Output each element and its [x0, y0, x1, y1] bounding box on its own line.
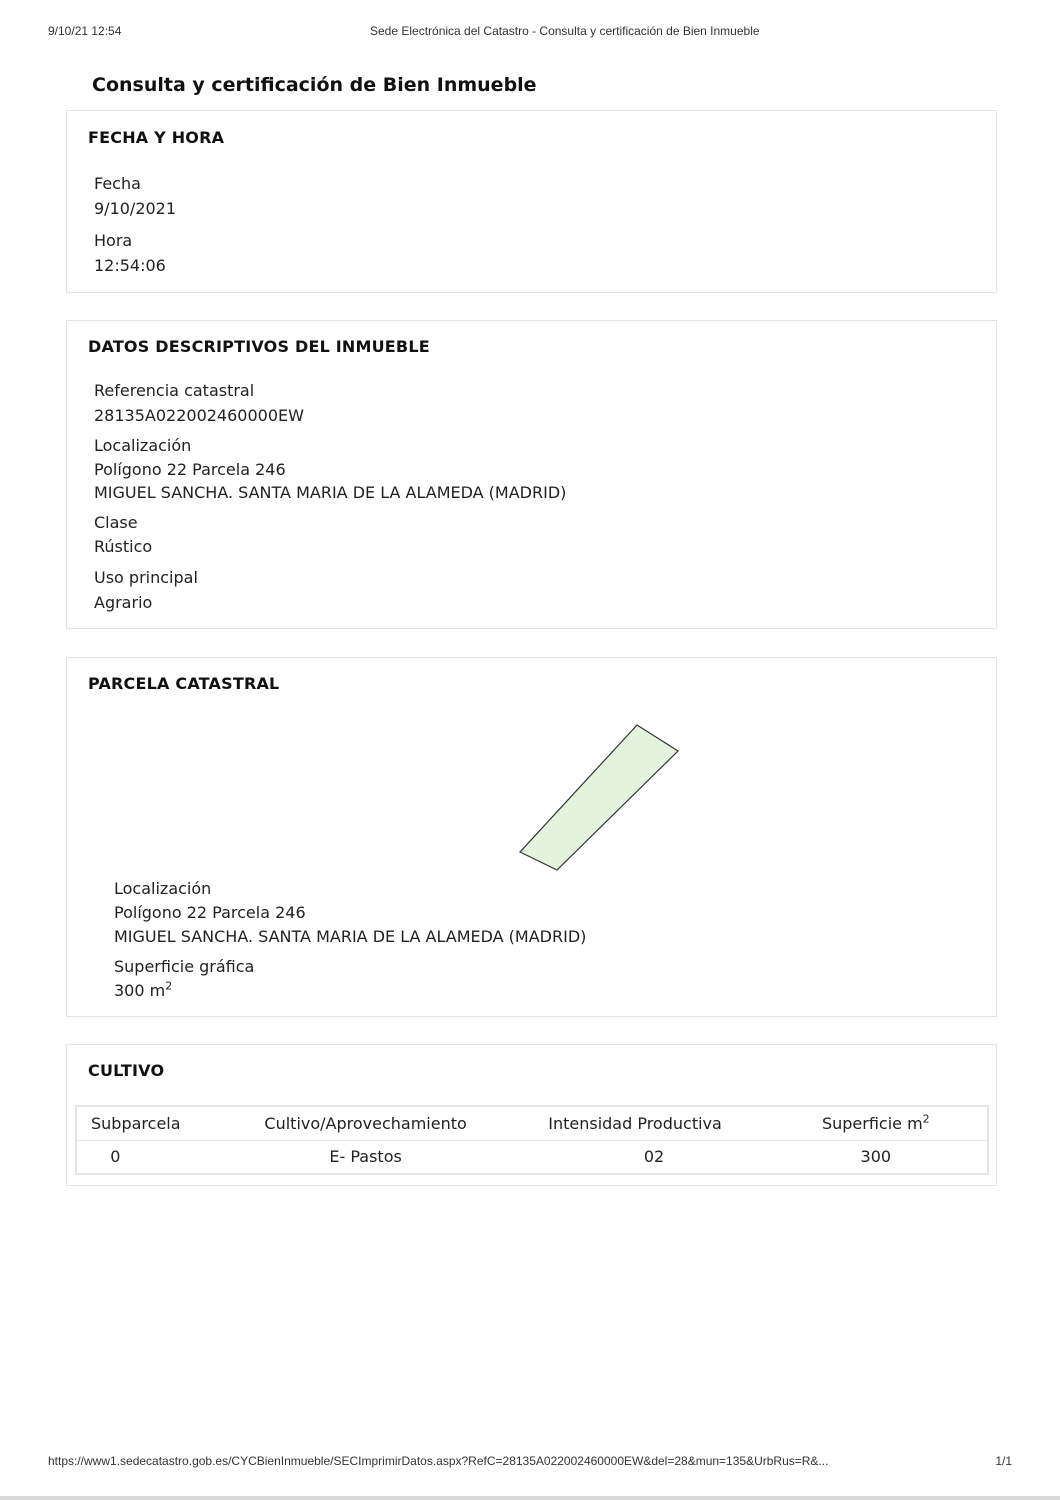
parcela-localizacion-line2: MIGUEL SANCHA. SANTA MARIA DE LA ALAMEDA (MADRID) — [114, 927, 587, 946]
print-page-number: 1/1 — [995, 1454, 1012, 1468]
parcela-localizacion-line1: Polígono 22 Parcela 246 — [114, 903, 306, 922]
cultivo-panel — [66, 1044, 997, 1186]
parcela-catastral-panel — [66, 657, 997, 1017]
col-cultivo: Cultivo/Aprovechamiento — [264, 1113, 467, 1133]
print-page-title: Sede Electrónica del Catastro - Consulta y certificación de Bien Inmueble — [370, 24, 760, 38]
hora-label: Hora — [94, 231, 133, 250]
col-superficie-label: Superficie m — [821, 1113, 923, 1133]
cell-subparcela: 0 — [110, 1147, 121, 1167]
fecha-hora-panel — [66, 110, 997, 293]
superficie-grafica-label: Superficie gráfica — [114, 957, 255, 976]
fecha-value: 9/10/2021 — [94, 199, 177, 218]
page-title: Consulta y certificación de Bien Inmueble — [92, 74, 537, 96]
localizacion-line1: Polígono 22 Parcela 246 — [94, 460, 286, 479]
referencia-label: Referencia catastral — [94, 381, 255, 400]
table-header-row — [76, 1106, 988, 1140]
cell-cultivo: E- Pastos — [329, 1147, 402, 1167]
hora-value: 12:54:06 — [94, 256, 166, 275]
fecha-hora-heading: FECHA Y HORA — [88, 128, 225, 147]
cultivo-heading: CULTIVO — [88, 1061, 165, 1080]
cell-superficie: 300 — [860, 1147, 892, 1167]
col-intensidad: Intensidad Productiva — [548, 1113, 722, 1133]
col-superficie-exponent: 2 — [922, 1112, 930, 1126]
superficie-grafica-number: 300 m — [114, 981, 166, 1000]
uso-value: Agrario — [94, 593, 153, 612]
localizacion-line2: MIGUEL SANCHA. SANTA MARIA DE LA ALAMEDA (MADRID) — [94, 483, 567, 502]
cultivo-table — [75, 1105, 989, 1175]
print-datetime: 9/10/21 12:54 — [48, 24, 122, 38]
print-url: https://www1.sedecatastro.gob.es/CYCBienInmueble/SECImprimirDatos.aspx?RefC=28135A022002460000EW&del=28&mun=135&UrbRus=R&... — [48, 1454, 829, 1468]
parcela-localizacion-label: Localización — [114, 879, 212, 898]
col-superficie — [765, 1106, 988, 1140]
table-row — [76, 1140, 988, 1174]
superficie-grafica-value — [114, 981, 172, 1000]
referencia-value: 28135A022002460000EW — [94, 406, 304, 425]
bottom-divider — [0, 1496, 1060, 1500]
cell-intensidad: 02 — [643, 1147, 665, 1167]
datos-descriptivos-panel — [66, 320, 997, 629]
localizacion-label: Localización — [94, 436, 192, 455]
superficie-grafica-exponent: 2 — [165, 979, 173, 993]
parcel-map — [507, 718, 687, 878]
fecha-label: Fecha — [94, 174, 141, 193]
datos-heading: DATOS DESCRIPTIVOS DEL INMUEBLE — [88, 337, 430, 356]
uso-label: Uso principal — [94, 568, 198, 587]
clase-label: Clase — [94, 513, 138, 532]
col-subparcela: Subparcela — [91, 1113, 181, 1133]
parcel-polygon — [520, 725, 678, 870]
clase-value: Rústico — [94, 537, 153, 556]
parcela-heading: PARCELA CATASTRAL — [88, 674, 280, 693]
print-footer — [48, 1454, 1012, 1472]
print-header — [48, 24, 1012, 42]
